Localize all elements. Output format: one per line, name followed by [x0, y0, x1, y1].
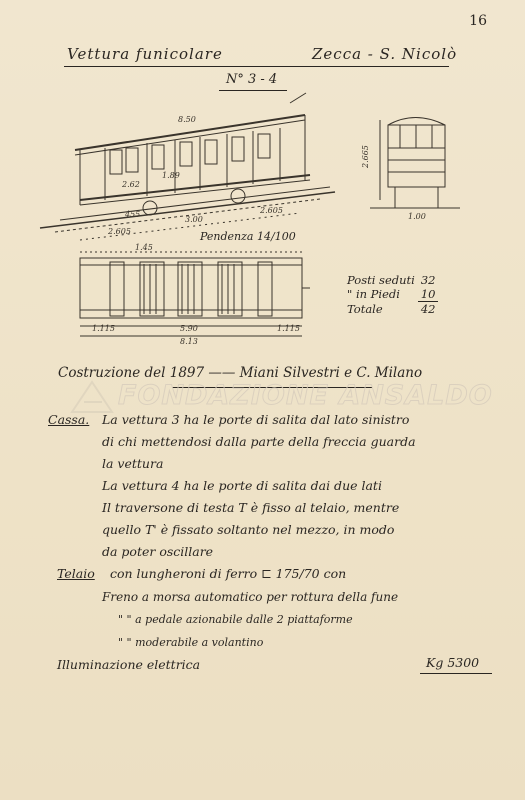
dim-front-height: 2.665 [361, 145, 370, 168]
seating-label: Totale [347, 301, 383, 316]
seating-table [344, 273, 438, 316]
dim-plan-total: 8.13 [180, 337, 198, 346]
seating-row [344, 273, 438, 287]
seating-label: Posti seduti [347, 273, 415, 287]
dim-2605: 2.605 [108, 227, 131, 236]
car-numbers: N° 3 - 4 [226, 72, 278, 87]
seating-value: 42 [420, 302, 436, 316]
front-elevation-drawing [370, 118, 460, 209]
description-line: La vettura 3 ha le porte di salita dal lato sinistro [102, 412, 410, 427]
dim-plan-top: 1.45 [135, 243, 153, 252]
description-line: La vettura 4 ha le porte di salita dai due lati [102, 478, 382, 493]
dim-300: 3.00 [185, 215, 203, 224]
dim-height-b: 1.89 [162, 171, 180, 180]
cassa-label: Cassa. [48, 412, 90, 427]
dim-2605b: 2.605 [260, 206, 283, 215]
dim-length-top: 8.50 [178, 115, 196, 124]
dim-plan-right: 1.115 [277, 324, 300, 333]
lighting-line: Illuminazione elettrica [57, 657, 201, 672]
seating-value: 10 [418, 287, 439, 302]
gradient-label: Pendenza 14/100 [200, 230, 296, 243]
telaio-text: con lungheroni di ferro ⊏ 175/70 con [110, 566, 347, 581]
seating-value: 32 [420, 273, 436, 287]
construction-line: Costruzione del 1897 —— Miani Silvestri e C. Milano [58, 365, 423, 381]
watermark-text: FONDAZIONE ANSALDO [118, 380, 493, 411]
seating-row [344, 302, 438, 317]
vehicle-title: Vettura funicolare [67, 45, 223, 63]
weight-underline [420, 673, 492, 674]
description-line: Il traversone di testa T è fisso al telaio, mentre [102, 500, 400, 515]
seating-row [344, 287, 438, 302]
weight-value: Kg 5300 [426, 655, 480, 670]
description-line: la vettura [102, 456, 164, 471]
telaio-label: Telaio [57, 566, 95, 581]
line-title: Zecca - S. Nicolò [312, 45, 458, 63]
description-line: di chi mettendosi dalla parte della freccia guarda [102, 434, 416, 449]
description-line: da poter oscillare [102, 544, 214, 559]
dim-plan-left: 1.115 [92, 324, 115, 333]
description-line: quello T' è fissato soltanto nel mezzo, in modo [102, 522, 395, 537]
dim-front-width: 1.00 [408, 212, 426, 221]
dim-455: 455 [125, 210, 141, 219]
dim-height-a: 2.62 [122, 180, 140, 189]
brake-line: " " moderabile a volantino [118, 636, 264, 649]
brake-line: " " a pedale azionabile dalle 2 piattaforme [118, 613, 353, 626]
page-number: 16 [469, 13, 487, 29]
dim-plan-middle: 5.90 [180, 324, 198, 333]
brake-line: Freno a morsa automatico per rottura della fune [102, 590, 399, 604]
seating-label: " in Piedi [347, 287, 400, 302]
